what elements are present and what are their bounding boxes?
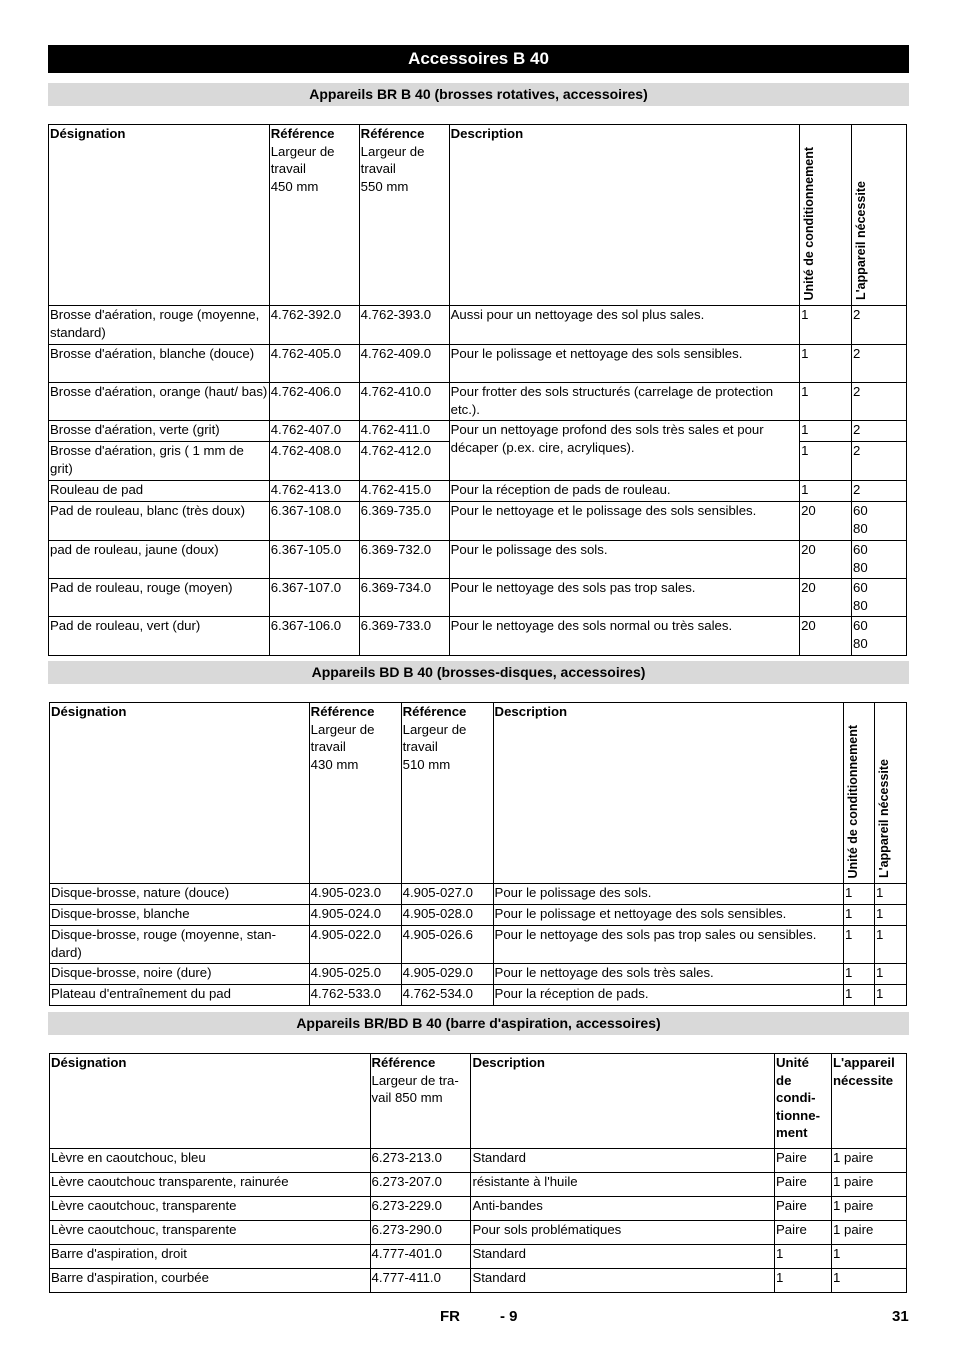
cell-unit: 1 xyxy=(800,442,852,481)
cell-ref1: 4.762-392.0 xyxy=(269,306,359,345)
cell-ref2: 4.905-026.6 xyxy=(401,926,493,964)
cell-ref2: 4.905-029.0 xyxy=(401,964,493,985)
cell-unit: Paire xyxy=(775,1197,832,1221)
cell-requires: 1 xyxy=(874,964,906,985)
table-br xyxy=(48,124,907,656)
cell-ref1: 4.762-533.0 xyxy=(309,985,401,1006)
cell-unit: 1 xyxy=(775,1245,832,1269)
cell-unit: 1 xyxy=(800,383,852,421)
cell-ref1: 4.762-405.0 xyxy=(269,345,359,383)
cell-description: Anti-bandes xyxy=(471,1197,775,1221)
cell-designation: Pad de rouleau, blanc (très doux) xyxy=(49,502,270,541)
cell-designation: Brosse d'aération, orange (haut/ bas) xyxy=(49,383,270,421)
cell-designation: Disque-brosse, nature (douce) xyxy=(50,884,310,905)
cell-requires: 2 xyxy=(852,345,907,383)
cell-unit: Paire xyxy=(775,1173,832,1197)
cell-requires: 1 xyxy=(874,985,906,1006)
col-header-ref-sub: Largeur de tra- vail 850 mm xyxy=(371,1072,459,1105)
cell-ref2: 4.762-393.0 xyxy=(359,306,449,345)
cell-unit: 1 xyxy=(800,306,852,345)
cell-description: Pour le nettoyage des sols pas trop sales ou sensibles. xyxy=(493,926,843,964)
cell-ref1: 4.762-413.0 xyxy=(269,481,359,502)
cell-designation: Brosse d'aération, gris ( 1 mm de grit) xyxy=(49,442,270,481)
cell-ref2: 4.762-409.0 xyxy=(359,345,449,383)
cell-ref: 4.777-401.0 xyxy=(370,1245,471,1269)
cell-requires: 1 paire xyxy=(831,1149,906,1173)
table-row xyxy=(50,1197,907,1221)
cell-requires: 1 xyxy=(874,884,906,905)
col-header-designation: Désignation xyxy=(50,703,310,884)
col-header-ref1-sub: Largeur de travail 450 mm xyxy=(270,143,335,194)
cell-description: Standard xyxy=(471,1245,775,1269)
col-header-unit: Unité de condi- tionne- ment xyxy=(775,1054,832,1149)
table-row xyxy=(50,1173,907,1197)
col-header-description: Description xyxy=(493,703,843,884)
cell-unit: 20 xyxy=(800,579,852,617)
cell-designation: Pad de rouleau, vert (dur) xyxy=(49,617,270,656)
cell-ref2: 4.762-411.0 xyxy=(359,421,449,442)
col-header-ref2-sub: Largeur de travail 510 mm xyxy=(402,721,467,772)
cell-requires: 1 xyxy=(831,1245,906,1269)
table-row xyxy=(49,383,907,421)
cell-designation: Lèvre en caoutchouc, bleu xyxy=(50,1149,371,1173)
cell-ref: 6.273-229.0 xyxy=(370,1197,471,1221)
cell-requires: 2 xyxy=(852,421,907,442)
cell-ref: 6.273-207.0 xyxy=(370,1173,471,1197)
col-header-ref1: Référence Largeur de travail 450 mm xyxy=(269,125,359,306)
cell-description: Pour le nettoyage des sols très sales. xyxy=(493,964,843,985)
cell-description: Pour le polissage et nettoyage des sols sensibles. xyxy=(449,345,799,383)
cell-unit: 1 xyxy=(844,926,875,964)
table-row xyxy=(50,905,907,926)
table-header-row xyxy=(50,703,907,884)
col-header-ref2-sub: Largeur de travail 550 mm xyxy=(360,143,425,194)
table-row xyxy=(49,306,907,345)
col-header-unit: Unité de conditionnement xyxy=(844,703,875,884)
cell-unit: 20 xyxy=(800,617,852,656)
cell-designation: Lèvre caoutchouc, transparente xyxy=(50,1221,371,1245)
cell-requires: 60 80 xyxy=(852,617,907,656)
cell-requires: 1 xyxy=(874,926,906,964)
page-title: Accessoires B 40 xyxy=(48,45,909,73)
section-heading-bd: Appareils BD B 40 (brosses-disques, accessoires) xyxy=(48,661,909,684)
cell-description: Standard xyxy=(471,1149,775,1173)
cell-designation: pad de rouleau, jaune (doux) xyxy=(49,541,270,579)
cell-unit: 1 xyxy=(775,1269,832,1293)
col-header-ref2: Référence Largeur de travail 510 mm xyxy=(401,703,493,884)
cell-description: Standard xyxy=(471,1269,775,1293)
table-row xyxy=(49,421,907,442)
cell-ref1: 6.367-108.0 xyxy=(269,502,359,541)
cell-unit: 20 xyxy=(800,502,852,541)
cell-designation: Rouleau de pad xyxy=(49,481,270,502)
cell-unit: 1 xyxy=(844,884,875,905)
footer-page-number: 31 xyxy=(892,1308,909,1325)
col-header-requires: L'appareil nécessite xyxy=(831,1054,906,1149)
cell-designation: Brosse d'aération, blanche (douce) xyxy=(49,345,270,383)
table-row xyxy=(50,1221,907,1245)
cell-description: résistante à l'huile xyxy=(471,1173,775,1197)
table-bd xyxy=(49,702,907,1006)
cell-description: Pour le polissage des sols. xyxy=(449,541,799,579)
cell-requires: 60 80 xyxy=(852,502,907,541)
cell-designation: Barre d'aspiration, courbée xyxy=(50,1269,371,1293)
cell-designation: Pad de rouleau, rouge (moyen) xyxy=(49,579,270,617)
table-row xyxy=(50,1245,907,1269)
cell-ref2: 4.905-028.0 xyxy=(401,905,493,926)
cell-ref1: 6.367-107.0 xyxy=(269,579,359,617)
table-row xyxy=(49,579,907,617)
table-header-row xyxy=(49,125,907,306)
cell-requires: 1 xyxy=(874,905,906,926)
cell-ref2: 4.762-415.0 xyxy=(359,481,449,502)
cell-description: Pour la réception de pads. xyxy=(493,985,843,1006)
cell-designation: Disque-brosse, noire (dure) xyxy=(50,964,310,985)
footer-lang: FR xyxy=(440,1308,460,1325)
cell-description: Pour le nettoyage des sols normal ou très sales. xyxy=(449,617,799,656)
cell-ref2: 6.369-735.0 xyxy=(359,502,449,541)
cell-designation: Brosse d'aération, verte (grit) xyxy=(49,421,270,442)
footer-local-page: - 9 xyxy=(500,1308,518,1325)
section-heading-br: Appareils BR B 40 (brosses rotatives, accessoires) xyxy=(48,83,909,106)
cell-ref2: 4.762-534.0 xyxy=(401,985,493,1006)
cell-requires: 1 paire xyxy=(831,1221,906,1245)
cell-description: Pour un nettoyage profond des sols très sales et pour décaper (p.ex. cire, acryliques). xyxy=(449,421,799,481)
cell-ref1: 4.762-406.0 xyxy=(269,383,359,421)
cell-ref1: 4.905-023.0 xyxy=(309,884,401,905)
cell-requires: 1 xyxy=(831,1269,906,1293)
col-header-requires: L'appareil nécessite xyxy=(852,125,907,306)
cell-ref1: 4.905-025.0 xyxy=(309,964,401,985)
cell-requires: 60 80 xyxy=(852,541,907,579)
cell-designation: Brosse d'aération, rouge (moyenne, standard) xyxy=(49,306,270,345)
table-row xyxy=(49,617,907,656)
cell-unit: 1 xyxy=(844,964,875,985)
cell-description: Pour le polissage et nettoyage des sols sensibles. xyxy=(493,905,843,926)
cell-requires: 2 xyxy=(852,306,907,345)
cell-unit: 1 xyxy=(844,985,875,1006)
cell-ref: 6.273-213.0 xyxy=(370,1149,471,1173)
cell-unit: 20 xyxy=(800,541,852,579)
col-header-ref: Référence Largeur de tra- vail 850 mm xyxy=(370,1054,471,1149)
cell-ref1: 6.367-106.0 xyxy=(269,617,359,656)
cell-requires: 2 xyxy=(852,442,907,481)
cell-designation: Plateau d'entraînement du pad xyxy=(50,985,310,1006)
table-row xyxy=(50,964,907,985)
cell-ref1: 6.367-105.0 xyxy=(269,541,359,579)
cell-designation: Lèvre caoutchouc, transparente xyxy=(50,1197,371,1221)
cell-description: Pour sols problématiques xyxy=(471,1221,775,1245)
cell-unit: 1 xyxy=(800,421,852,442)
table-row xyxy=(50,884,907,905)
cell-designation: Disque-brosse, rouge (moyenne, stan- dard) xyxy=(50,926,310,964)
col-header-ref2: Référence Largeur de travail 550 mm xyxy=(359,125,449,306)
cell-unit: 1 xyxy=(844,905,875,926)
table-row xyxy=(50,926,907,964)
col-header-description: Description xyxy=(471,1054,775,1149)
col-header-designation: Désignation xyxy=(50,1054,371,1149)
cell-description: Pour le nettoyage des sols pas trop sales. xyxy=(449,579,799,617)
section-heading-suction: Appareils BR/BD B 40 (barre d'aspiration, accessoires) xyxy=(48,1012,909,1035)
table-header-row xyxy=(50,1054,907,1149)
cell-description: Aussi pour un nettoyage des sol plus sales. xyxy=(449,306,799,345)
cell-ref1: 4.762-408.0 xyxy=(269,442,359,481)
cell-designation: Disque-brosse, blanche xyxy=(50,905,310,926)
cell-ref: 6.273-290.0 xyxy=(370,1221,471,1245)
cell-ref2: 6.369-733.0 xyxy=(359,617,449,656)
cell-requires: 2 xyxy=(852,383,907,421)
cell-designation: Barre d'aspiration, droit xyxy=(50,1245,371,1269)
table-suction xyxy=(49,1053,907,1293)
cell-description: Pour frotter des sols structurés (carrelage de protection etc.). xyxy=(449,383,799,421)
cell-description: Pour le polissage des sols. xyxy=(493,884,843,905)
cell-requires: 2 xyxy=(852,481,907,502)
table-row xyxy=(50,1269,907,1293)
table-row xyxy=(49,481,907,502)
table-row xyxy=(50,985,907,1006)
table-row xyxy=(49,345,907,383)
col-header-designation: Désignation xyxy=(49,125,270,306)
cell-requires: 60 80 xyxy=(852,579,907,617)
cell-ref: 4.777-411.0 xyxy=(370,1269,471,1293)
cell-unit: 1 xyxy=(800,481,852,502)
cell-ref1: 4.762-407.0 xyxy=(269,421,359,442)
col-header-description: Description xyxy=(449,125,799,306)
cell-requires: 1 paire xyxy=(831,1197,906,1221)
col-header-unit: Unité de conditionnement xyxy=(800,125,852,306)
col-header-requires: L'appareil nécessite xyxy=(874,703,906,884)
table-row xyxy=(49,502,907,541)
col-header-ref1: Référence Largeur de travail 430 mm xyxy=(309,703,401,884)
cell-requires: 1 paire xyxy=(831,1173,906,1197)
cell-ref2: 4.762-412.0 xyxy=(359,442,449,481)
cell-unit: Paire xyxy=(775,1221,832,1245)
col-header-ref1-sub: Largeur de travail 430 mm xyxy=(310,721,375,772)
cell-unit: 1 xyxy=(800,345,852,383)
table-row xyxy=(49,541,907,579)
cell-ref2: 6.369-734.0 xyxy=(359,579,449,617)
cell-unit: Paire xyxy=(775,1149,832,1173)
cell-description: Pour la réception de pads de rouleau. xyxy=(449,481,799,502)
cell-ref2: 6.369-732.0 xyxy=(359,541,449,579)
cell-designation: Lèvre caoutchouc transparente, rainurée xyxy=(50,1173,371,1197)
cell-ref1: 4.905-024.0 xyxy=(309,905,401,926)
cell-ref1: 4.905-022.0 xyxy=(309,926,401,964)
table-row xyxy=(50,1149,907,1173)
cell-ref2: 4.762-410.0 xyxy=(359,383,449,421)
cell-description: Pour le nettoyage et le polissage des sols sensibles. xyxy=(449,502,799,541)
cell-ref2: 4.905-027.0 xyxy=(401,884,493,905)
